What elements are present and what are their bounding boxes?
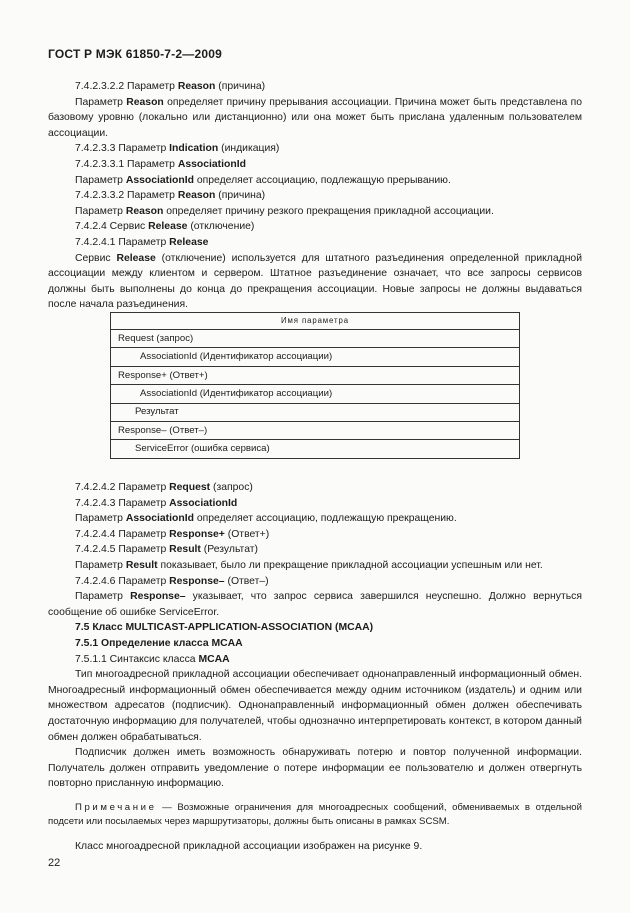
bold-term: 7.5.1 Определение класса MCAA: [75, 637, 243, 649]
paragraph: [48, 558, 582, 574]
text-run: Параметр: [75, 559, 126, 571]
document-header: ГОСТ Р МЭК 61850-7-2—2009: [48, 47, 222, 61]
clause-heading: [48, 652, 582, 668]
text-run: Параметр: [75, 513, 126, 525]
paragraph: [48, 589, 582, 620]
text-run: Параметр: [75, 174, 126, 186]
text-run: (отключение) используется для штатного разъединения определенной прикладной ассоциации между клиентом и сервером. Штатное разъединение означает, что все запросы сервисов должны быть выполнены до конца до прекращения ассоциации. Новые запросы не должны выдаваться после начала разъединения.: [48, 252, 583, 311]
paragraph: [48, 95, 582, 142]
figure-reference: Класс многоадресной прикладной ассоциации изображен на рисунке 9.: [75, 840, 423, 852]
clause-heading: [48, 542, 582, 558]
text-run: 7.4.2.4.3 Параметр: [75, 497, 170, 509]
bold-term: AssociationId: [169, 497, 238, 509]
paragraph: [48, 173, 582, 189]
bold-term: Response+: [169, 528, 225, 540]
bold-term: Response–: [169, 575, 225, 587]
clause-heading: [48, 79, 582, 95]
bold-term: AssociationId: [125, 174, 194, 186]
bold-term: Reason: [177, 81, 216, 92]
clause-heading: [48, 496, 582, 512]
clause-heading: [48, 574, 582, 590]
clause-heading: [48, 527, 582, 543]
text-run: (отключение): [187, 221, 255, 233]
page-number: 22: [48, 857, 61, 869]
clause-heading: [48, 636, 582, 652]
text-block-top: [48, 79, 582, 313]
text-run: Параметр: [75, 591, 131, 603]
text-run: 7.4.2.3.3.1 Параметр: [75, 158, 178, 170]
note-text: — Возможные ограничения для многоадресных сообщений, обмениваемых в отдельной подсети или посылаемых через маршрутизаторы, должны быть описаны в рамках SCSM.: [48, 801, 582, 828]
paragraph: [48, 251, 582, 313]
clause-heading: [48, 141, 582, 157]
table-row: [111, 330, 520, 348]
bold-term: Reason: [126, 96, 164, 108]
table-cell: Request (запрос): [111, 330, 520, 348]
text-run: (индикация): [218, 143, 280, 155]
table-cell: ServiceError (ошибка сервиса): [111, 440, 520, 458]
table-header-cell: Имя параметра: [111, 313, 520, 330]
text-run: 7.5.1.1 Синтаксис класса: [75, 653, 199, 665]
text-run: (причина): [215, 190, 266, 202]
paragraph: [48, 667, 582, 745]
bold-term: AssociationId: [125, 513, 194, 525]
text-block-bottom: [48, 480, 582, 854]
clause-heading: [48, 480, 582, 496]
paragraph: [48, 204, 582, 220]
text-run: показывает, было ли прекращение прикладной ассоциации успешным или нет.: [157, 559, 543, 571]
text-run: определяет ассоциацию, подлежащую прерыванию.: [193, 174, 451, 186]
table-row: [111, 385, 520, 403]
clause-heading: [48, 219, 582, 235]
table-cell: Response+ (Ответ+): [111, 366, 520, 384]
table-row: [111, 366, 520, 384]
bold-term: Indication: [169, 143, 219, 155]
bold-term: Reason: [177, 190, 216, 202]
text-run: указывает, что запрос сервиса завершился неуспешно. Должно вернуться сообщение об ошибке ServiceError.: [48, 591, 582, 618]
text-run: Параметр: [75, 205, 126, 217]
paragraph: [48, 745, 582, 792]
text-run: 7.4.2.3.2.2 Параметр: [75, 81, 178, 92]
bold-term: AssociationId: [177, 158, 246, 170]
text-run: 7.4.2.4.6 Параметр: [75, 575, 170, 587]
note: [48, 801, 582, 830]
text-run: определяет ассоциацию, подлежащую прекращению.: [193, 513, 457, 525]
text-run: определяет причину прерывания ассоциации. Причина может быть представлена по базовому уровню (локально или дистанционно) или она может быть прислана удаленным пользователем ассоциации.: [48, 96, 582, 139]
text-run: Подписчик должен иметь возможность обнаруживать потерю и повтор полученной информации. Получатель должен отправить уведомление о потере информации ее пользователю и должен отвергнуть повторно присланную информацию.: [48, 747, 582, 790]
bold-term: Result: [169, 544, 201, 556]
table-cell: Response– (Ответ–): [111, 421, 520, 439]
text-run: Сервис: [75, 252, 117, 264]
table-row: [111, 403, 520, 421]
paragraph: [48, 511, 582, 527]
text-run: (запрос): [210, 482, 253, 493]
table-cell: Результат: [111, 403, 520, 421]
table-header-row: [111, 313, 520, 330]
text-run: (Ответ–): [224, 575, 269, 587]
text-run: 7.4.2.4.5 Параметр: [75, 544, 170, 556]
parameter-table: [110, 312, 520, 459]
bold-term: MCAA: [198, 653, 230, 665]
text-run: (Результат): [200, 544, 258, 556]
text-run: Параметр: [75, 96, 127, 108]
clause-heading: [48, 157, 582, 173]
text-run: (Ответ+): [224, 528, 270, 540]
text-run: 7.4.2.3.3.2 Параметр: [75, 190, 178, 202]
bold-term: Response–: [130, 591, 186, 603]
text-run: (причина): [215, 81, 266, 92]
text-run: 7.4.2.4.4 Параметр: [75, 528, 170, 540]
text-run: 7.4.2.4.2 Параметр: [75, 482, 170, 493]
bold-term: Reason: [125, 205, 164, 217]
bold-term: Release: [116, 252, 156, 264]
text-run: 7.4.2.3.3 Параметр: [75, 143, 170, 155]
table-row: [111, 348, 520, 366]
table-row: [111, 440, 520, 458]
text-run: 7.4.2.4.1 Параметр: [75, 236, 170, 248]
bold-term: 7.5 Класс MULTICAST-APPLICATION-ASSOCIATION (MCAA): [75, 622, 374, 634]
table-cell: AssociationId (Идентификатор ассоциации): [111, 348, 520, 366]
bold-term: Release: [169, 236, 209, 248]
table-row: [111, 421, 520, 439]
text-run: определяет причину резкого прекращения прикладной ассоциации.: [163, 205, 494, 217]
bold-term: Result: [125, 559, 158, 571]
clause-heading: [48, 235, 582, 251]
clause-heading: [48, 620, 582, 636]
clause-heading: [48, 188, 582, 204]
bold-term: Request: [169, 482, 211, 493]
text-run: 7.4.2.4 Сервис: [75, 221, 149, 233]
table-cell: AssociationId (Идентификатор ассоциации): [111, 385, 520, 403]
bold-term: Release: [148, 221, 188, 233]
note-label: Примечание: [75, 801, 157, 813]
text-run: Тип многоадресной прикладной ассоциации обеспечивает однонаправленный информационный обмен. Многоадресный информационный обмен обеспечивается между одним источником (издатель) и одним или множеством адресатов (подписчик). Однонаправленный информационный обмен должен обеспечивать достаточную информацию для получателей, чтобы однозначно интерпретировать контекст, в котором данный обмен должен обрабатываться.: [48, 669, 582, 743]
